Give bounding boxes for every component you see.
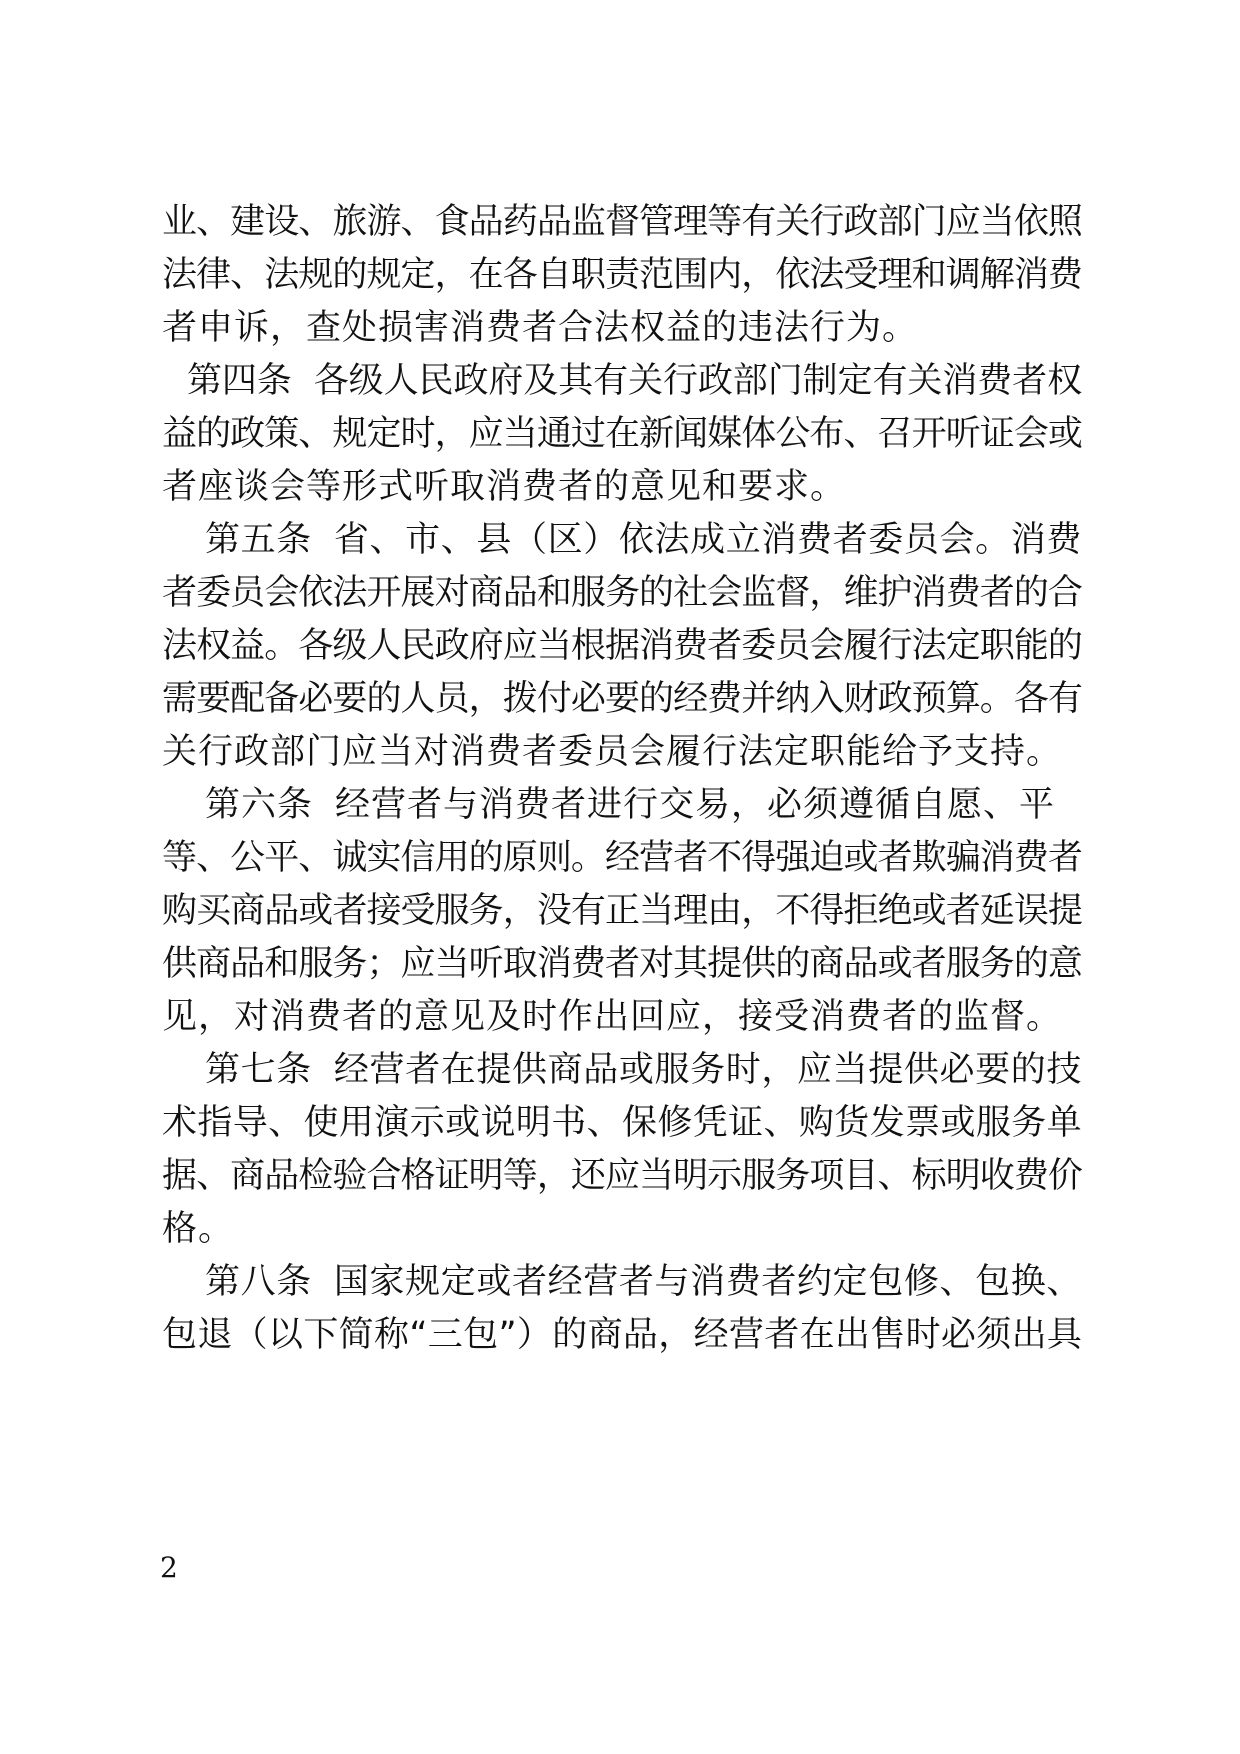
article-6-heading: 第六条 <box>205 785 314 825</box>
article-6-line: 第六条 经营者与消费者进行交易，必须遵循自愿、平 <box>205 785 1056 825</box>
article-8-line: 第八条 国家规定或者经营者与消费者约定包修、包换、 <box>205 1262 1083 1302</box>
text-line: 供商品和服务；应当听取消费者对其提供的商品或者服务的意 <box>162 944 1083 984</box>
text-line: 格。 <box>162 1209 235 1249</box>
article-5-heading: 第五条 <box>205 520 312 560</box>
text-line: 见，对消费者的意见及时作出回应，接受消费者的监督。 <box>162 997 1063 1037</box>
article-7-line: 第七条 经营者在提供商品或服务时，应当提供必要的技 <box>205 1050 1083 1090</box>
text-line: 关行政部门应当对消费者委员会履行法定职能给予支持。 <box>162 732 1063 772</box>
text-line: 需要配备必要的人员，拨付必要的经费并纳入财政预算。各有 <box>162 679 1083 719</box>
text-line: 法权益。各级人民政府应当根据消费者委员会履行法定职能的 <box>162 626 1083 666</box>
text-line: 购买商品或者接受服务，没有正当理由，不得拒绝或者延误提 <box>162 891 1083 931</box>
article-5-line: 第五条 省、市、县（区）依法成立消费者委员会。消费 <box>205 520 1083 560</box>
article-8-heading: 第八条 <box>205 1262 312 1302</box>
text-line: 等、公平、诚实信用的原则。经营者不得强迫或者欺骗消费者 <box>162 838 1083 878</box>
text-line: 法律、法规的规定，在各自职责范围内，依法受理和调解消费 <box>162 255 1083 295</box>
text-line: 术指导、使用演示或说明书、保修凭证、购货发票或服务单 <box>162 1103 1083 1143</box>
text-line: 包退（以下简称“三包”）的商品，经营者在出售时必须出具 <box>162 1315 1083 1355</box>
text-line: 业、建设、旅游、食品药品监督管理等有关行政部门应当依照 <box>162 202 1083 242</box>
text-line: 益的政策、规定时，应当通过在新闻媒体公布、召开听证会或 <box>162 414 1083 454</box>
article-4-line: 第四条 各级人民政府及其有关行政部门制定有关消费者权 <box>187 361 1083 401</box>
text-line: 据、商品检验合格证明等，还应当明示服务项目、标明收费价 <box>162 1156 1083 1196</box>
article-4-heading: 第四条 <box>187 361 292 401</box>
page-number: 2 <box>160 1551 178 1584</box>
article-7-heading: 第七条 <box>205 1050 312 1090</box>
text-line: 者座谈会等形式听取消费者的意见和要求。 <box>162 467 847 507</box>
text-line: 者申诉，查处损害消费者合法权益的违法行为。 <box>162 308 919 348</box>
text-line: 者委员会依法开展对商品和服务的社会监督，维护消费者的合 <box>162 573 1083 613</box>
